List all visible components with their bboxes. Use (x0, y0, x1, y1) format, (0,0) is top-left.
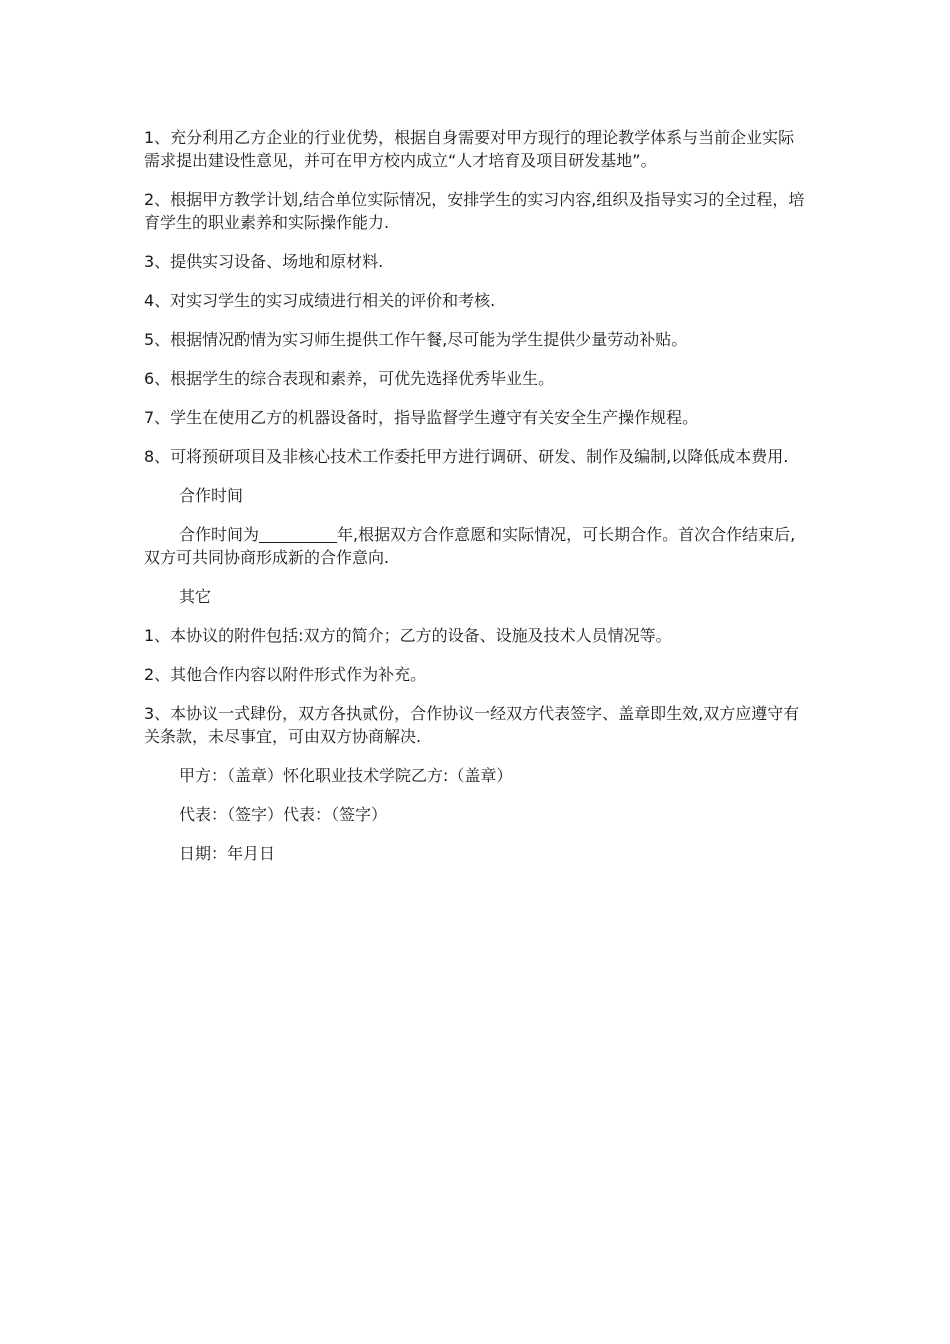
clause-4: 4、对实习学生的实习成绩进行相关的评价和考核. (144, 291, 496, 310)
party-seal-line: 甲方：（盖章）怀化职业技术学院乙方:（盖章） (179, 766, 513, 785)
cooperation-time-text (144, 523, 808, 569)
document-body (144, 126, 808, 881)
other-clause-1: 1、本协议的附件包括:双方的简介；乙方的设备、设施及技术人员情况等。 (144, 626, 672, 645)
clause-7: 7、学生在使用乙方的机器设备时，指导监督学生遵守有关安全生产操作规程。 (144, 408, 699, 427)
representative-sign-line: 代表：（签字）代表：（签字） (179, 805, 388, 824)
cooperation-time-suffix: 年,根据双方合作意愿和实际情况，可长期合作。首次合作结束后,双方可共同协商形成新的合作意向. (144, 525, 796, 567)
year-blank-line (259, 526, 337, 543)
section-heading-other: 其它 (179, 587, 212, 606)
clause-5: 5、根据情况酌情为实习师生提供工作午餐,尽可能为学生提供少量劳动补贴。 (144, 330, 688, 349)
clause-2: 2、根据甲方教学计划,结合单位实际情况，安排学生的实习内容,组织及指导实习的全过程，培育学生的职业素养和实际操作能力. (144, 190, 805, 232)
clause-8: 8、可将预研项目及非核心技术工作委托甲方进行调研、研发、制作及编制,以降低成本费用. (144, 447, 789, 466)
cooperation-time-prefix: 合作时间为 (179, 525, 260, 544)
clause-6: 6、根据学生的综合表现和素养，可优先选择优秀毕业生。 (144, 369, 555, 388)
section-heading-cooperation-time: 合作时间 (179, 486, 244, 505)
date-line: 日期：年月日 (179, 844, 276, 863)
clause-1: 1、充分利用乙方企业的行业优势，根据自身需要对甲方现行的理论教学体系与当前企业实际需求提出建设性意见，并可在甲方校内成立“人才培育及项目研发基地”。 (144, 128, 795, 170)
other-clause-2: 2、其他合作内容以附件形式作为补充。 (144, 665, 427, 684)
clause-3: 3、提供实习设备、场地和原材料. (144, 252, 384, 271)
other-clause-3: 3、本协议一式肆份，双方各执贰份，合作协议一经双方代表签字、盖章即生效,双方应遵守有关条款，未尽事宜，可由双方协商解决. (144, 704, 800, 746)
